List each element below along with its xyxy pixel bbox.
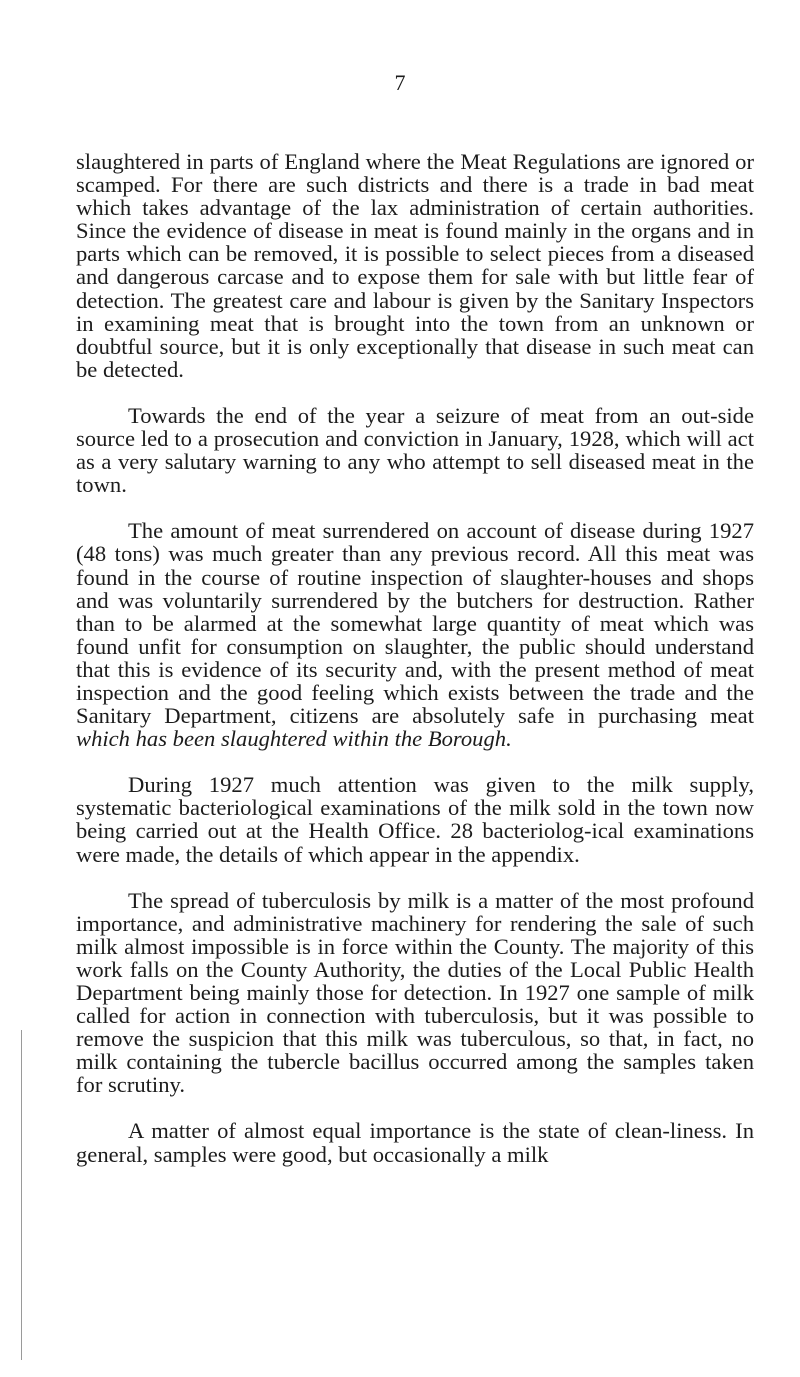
paragraph-meat-regulations: slaughtered in parts of England where the Meat Regulations are ignored or scamped. For there are such districts and there is a trade in bad meat which takes advantage of the lax administration of certain authorities. Since the evidence of disease in meat is found mainly in the organs and in parts which can be removed, it is possible to select pieces from a diseased and dangerous carcase and to expose them for sale with but little fear of detection. The greatest care and labour is given by the Sanitary Inspectors in examining meat that is brought into the town from an unknown or doubtful source, but it is only exceptionally that disease in such meat can be detected. xyxy=(76,149,754,382)
paragraph-tuberculosis: The spread of tuberculosis by milk is a matter of the most profound importance, and administrative machinery for rendering the sale of such milk almost impossible is in force within the County. The majority of this work falls on the County Authority, the duties of the Local Public Health Department being mainly those for detection. In 1927 one sample of milk called for action in connection with tuberculosis, but it was possible to remove the suspicion that this milk was tuberculous, so that, in fact, no milk containing the tubercle bacillus occurred among the samples taken for scrutiny. xyxy=(76,887,754,1098)
body-text xyxy=(76,150,754,1189)
paragraph-milk-supply: During 1927 much attention was given to the milk supply, systematic bacteriological examinations of the milk sold in the town now being carried out at the Health Office. 28 bacteriolog-ical examinations were made, the details of which appear in the appendix. xyxy=(76,772,754,867)
paragraph-meat-surrendered xyxy=(76,519,754,750)
margin-rule xyxy=(21,1030,22,1360)
paragraph-meat-surrendered-text: The amount of meat surrendered on account of disease during 1927 (48 tons) was much greater than any previous record. All this meat was found in the course of routine inspection of slaughter-houses and shops and was voluntarily surrendered by the butchers for destruction. Rather than to be alarmed at the somewhat large quantity of meat which was found unfit for consumption on slaughter, the public should understand that this is evidence of its security and, with the present method of meat inspection and the good feeling which exists between the trade and the Sanitary Department, citizens are absolutely safe in purchasing meat xyxy=(76,518,754,729)
paragraph-meat-surrendered-italic: which has been slaughtered within the Borough. xyxy=(76,726,512,752)
paragraph-seizure-prosecution: Towards the end of the year a seizure of meat from an out-side source led to a prosecution and conviction in January, 1928, which will act as a very salutary warning to any who attempt to sell diseased meat in the town. xyxy=(76,402,754,498)
page-number: 7 xyxy=(394,70,406,95)
paragraph-cleanliness: A matter of almost equal importance is the state of clean-liness. In general, samples were good, but occasionally a milk xyxy=(76,1118,754,1167)
